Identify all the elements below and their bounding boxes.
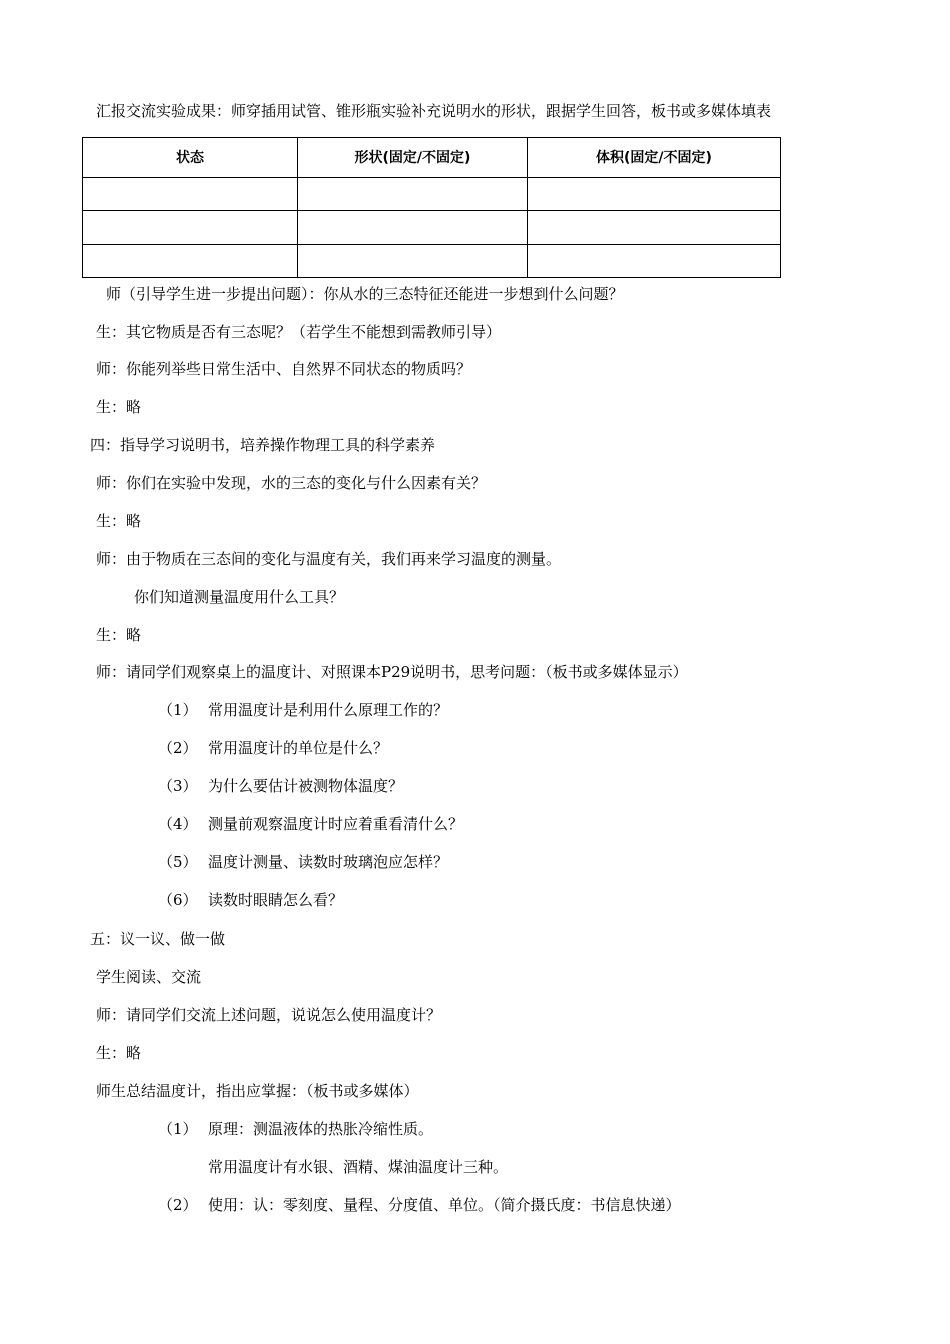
- table-header-cell: 形状(固定/不固定): [298, 138, 528, 178]
- summary-number: （2）: [158, 1196, 198, 1214]
- table-cell: [298, 177, 528, 210]
- dialogue-line: 你们知道测量温度用什么工具？: [134, 588, 345, 606]
- dialogue-line: 师（引导学生进一步提出问题）：你从水的三态特征还能进一步想到什么问题？: [106, 285, 624, 303]
- dialogue-line: 学生阅读、交流: [96, 968, 202, 986]
- summary-number: （1）: [158, 1120, 198, 1138]
- table-cell: [298, 244, 528, 278]
- question-number: （4）: [158, 815, 198, 833]
- question-text: 为什么要估计被测物体温度？: [208, 777, 404, 795]
- question-number: （2）: [158, 739, 198, 757]
- dialogue-line: 生：略: [96, 398, 142, 416]
- section-heading: 五：议一议、做一做: [90, 930, 226, 948]
- question-text: 测量前观察温度计时应着重看清什么？: [208, 815, 464, 833]
- question-text: 温度计测量、读数时玻璃泡应怎样？: [208, 853, 449, 871]
- section-heading: 四：指导学习说明书，培养操作物理工具的科学素养: [90, 436, 436, 454]
- table-cell: [83, 177, 298, 210]
- summary-text: 原理：测温液体的热胀冷缩性质。: [208, 1120, 434, 1138]
- dialogue-line: 生：略: [96, 1044, 142, 1062]
- table-row: [83, 211, 781, 244]
- table-header-cell: 体积(固定/不固定): [528, 138, 781, 178]
- question-number: （6）: [158, 891, 198, 909]
- question-text: 读数时眼睛怎么看？: [208, 891, 344, 909]
- dialogue-line: 生：其它物质是否有三态呢？（若学生不能想到需教师引导）: [96, 323, 502, 341]
- table-cell: [298, 211, 528, 244]
- table-row: [83, 177, 781, 210]
- summary-text: 使用：认：零刻度、量程、分度值、单位。（简介摄氏度：书信息快递）: [208, 1196, 681, 1214]
- dialogue-line: 生：略: [96, 512, 142, 530]
- table-cell: [83, 211, 298, 244]
- table-row: [83, 244, 781, 278]
- table-cell: [528, 211, 781, 244]
- dialogue-line: 师：你们在实验中发现，水的三态的变化与什么因素有关？: [96, 474, 487, 492]
- table-cell: [528, 244, 781, 278]
- question-number: （1）: [158, 701, 198, 719]
- table-cell: [83, 244, 298, 278]
- question-number: （3）: [158, 777, 198, 795]
- dialogue-line: 师：你能列举些日常生活中、自然界不同状态的物质吗？: [96, 360, 472, 378]
- summary-text: 常用温度计有水银、酒精、煤油温度计三种。: [208, 1158, 509, 1176]
- state-table: [82, 137, 781, 278]
- table-header-cell: 状态: [83, 138, 298, 178]
- question-text: 常用温度计的单位是什么？: [208, 739, 389, 757]
- question-text: 常用温度计是利用什么原理工作的？: [208, 701, 449, 719]
- dialogue-line: 师：请同学们交流上述问题，说说怎么使用温度计？: [96, 1006, 442, 1024]
- dialogue-line: 师生总结温度计，指出应掌握：（板书或多媒体）: [96, 1082, 419, 1100]
- question-number: （5）: [158, 853, 198, 871]
- table-cell: [528, 177, 781, 210]
- table-header-row: [83, 138, 781, 178]
- dialogue-line: 师：请同学们观察桌上的温度计、对照课本P29说明书，思考问题：（板书或多媒体显示）: [96, 663, 688, 681]
- dialogue-line: 生：略: [96, 626, 142, 644]
- intro-line: 汇报交流实验成果：师穿插用试管、锥形瓶实验补充说明水的形状，跟据学生回答，板书或多媒体填表: [96, 102, 772, 120]
- dialogue-line: 师：由于物质在三态间的变化与温度有关，我们再来学习温度的测量。: [96, 550, 562, 568]
